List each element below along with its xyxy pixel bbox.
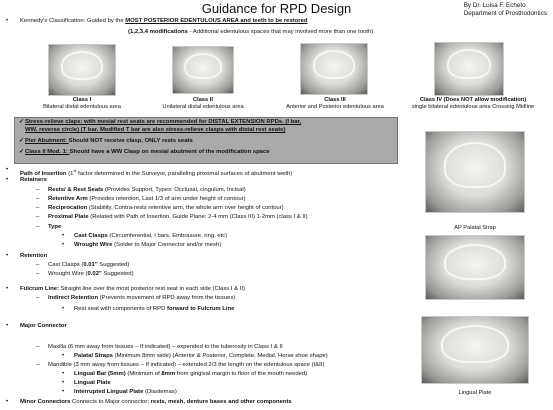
interrupted-lingual-plate-line: Interrupted Lingual Plate (Diastemas) <box>74 389 177 395</box>
palatal-straps-line: Palatal Straps (Minimum 8mm wide) (Anterior & Posterior, Complete, Medial, Horse shoe shape) <box>74 353 328 359</box>
bullet-icon: • <box>6 177 9 183</box>
dash-icon: – <box>36 214 40 220</box>
retentive-arm-line: Retentive Arm (Provides retention, Last 1/3 of arm under height of contour) <box>48 196 246 202</box>
dash-icon: – <box>36 362 40 368</box>
stress-relieve-line-2: WW, reverse circle) (T bar. Modified T bar are also stress-relieve clasps with distal rest seats) <box>25 127 286 133</box>
reciprocation-line: Reciprocation (Stability, Contra-rests retentive arm, the whole arm over height of contour) <box>48 205 284 211</box>
lingual-bar-line: Lingual Bar (5mm) (Minimum of 8mm from gingival margin to floor of the mouth needed) <box>74 371 308 377</box>
indirect-retention-line: Indirect Retention (Prevents movement of RPD away from the tissues) <box>48 295 236 301</box>
pier-abutment-line: ✓Pier Abutment: Should NOT receive clasp, ONLY rests seats <box>19 138 193 144</box>
author-block <box>464 2 547 18</box>
bullet-icon: • <box>62 371 65 377</box>
ap-palatal-strap-caption: AP Palatal Strap <box>454 225 496 231</box>
bullet-icon: • <box>6 253 9 259</box>
author-name: By Dr. Luisa F. Echeto <box>463 2 526 9</box>
lingual-plate-image <box>421 316 529 384</box>
kennedy-line: Kennedy's Classification: Guided by the MOST POSTERIOR EDENTULOUS AREA and teeth to be restored <box>20 18 308 24</box>
modifications-line: (1,2,3,4 modifications - Additional edentulous spaces that may involved more than one tooth) <box>128 29 374 35</box>
stress-relieve-line: ✓Stress-relieve claps: with mesial rest seats are recommended for DISTAL EXTENSION RPDs. (I bar, <box>19 119 302 125</box>
bullet-icon: • <box>6 399 9 405</box>
ap-palatal-strap-image <box>425 131 525 213</box>
checkmark-icon: ✓ <box>19 149 24 155</box>
dash-icon: – <box>36 271 40 277</box>
bullet-icon: • <box>6 167 9 173</box>
proximal-plate-line: Proximal Plate (Related with Path of Insertion. Guide Plane: 2-4 mm (Class III) 1-2mm (class I & II) <box>48 214 308 220</box>
type-line: Type <box>48 224 62 230</box>
bullet-icon: • <box>62 242 65 248</box>
rest-seat-line: Rest seat with components of RPD forward to Fulcrum Line <box>74 306 235 312</box>
class-iv-cast-image <box>434 42 504 96</box>
class-ii-cast-image <box>172 46 234 94</box>
path-of-insertion-line: Path of Insertion (1st factor determined in the Surveyor, paralleling proximal surfaces of abutment teeth) <box>20 168 293 177</box>
bullet-icon: • <box>62 380 65 386</box>
class-ii-caption: Class II Unilateral distal edentulous area <box>162 97 244 110</box>
dash-icon: – <box>36 187 40 193</box>
retention-heading: Retention <box>20 253 48 259</box>
medial-palatal-strap-image <box>425 235 525 300</box>
class-i-cast-image <box>48 44 116 96</box>
rests-line: Rests/ & Rest Seats (Provides Support, Types: Occlusal, cingulum, Incisal) <box>48 187 246 193</box>
class-ii-mod-line: ✓Class II Mod. 1: Should have a WW Clasp on mesial abutment of the modification space <box>19 149 270 155</box>
class-iii-cast-image <box>300 43 368 95</box>
bullet-icon: • <box>62 233 65 239</box>
fulcrum-line: Fulcrum Line: Straight line over the most posterior rest seat in each side (Class I & II) <box>20 286 245 292</box>
major-connector-heading: Major Connector <box>20 323 67 329</box>
bullet-icon: • <box>6 18 9 24</box>
lingual-plate-caption: Lingual Plate <box>458 390 492 396</box>
checkmark-icon: ✓ <box>19 119 24 125</box>
retention-wire-line: Wrought Wire (0.02" Suggested) <box>48 271 134 277</box>
wrought-wire-line: Wrought Wire (Solder to Major Connector and/or mesh) <box>74 242 222 248</box>
minor-connectors-line: Minor Connectors Connects to Major connector; rests, mesh, denture bases and other components <box>20 399 292 405</box>
class-iv-caption: Class IV (Does NOT allow modification) single bilateral edentulous area Crossing Midline <box>411 97 535 110</box>
page-title: Guidance for RPD Design <box>201 1 352 16</box>
retainers-heading: Retainers <box>20 177 47 183</box>
cast-clasps-line: Cast Clasps (Circumferential, I bars, Embrasure, ring, etc) <box>74 233 228 239</box>
dash-icon: – <box>36 224 40 230</box>
maxilla-line: Maxilla (6 mm away from tissues – If indicated) – expended to the tuberosity in Class I & II <box>48 344 283 350</box>
bullet-icon: • <box>6 286 9 292</box>
bullet-icon: • <box>62 389 65 395</box>
bullet-icon: • <box>62 353 65 359</box>
stress-relieve-box <box>14 117 398 164</box>
checkmark-icon: ✓ <box>19 138 24 144</box>
class-iii-caption: Class III Anterior and Posterior edentulous area <box>286 97 384 110</box>
author-department: Department of Prosthodontics <box>463 9 547 17</box>
lingual-plate-line: Lingual Plate <box>74 380 111 386</box>
mandible-line: Mandible (3 mm away from tissues – If indicated) – extended 2/3 the length on the edentulous space (I&II) <box>48 362 325 368</box>
retention-cast-line: Cast Clasps (0.01" Suggested) <box>48 262 130 268</box>
bullet-icon: • <box>6 323 9 329</box>
dash-icon: – <box>36 262 40 268</box>
dash-icon: – <box>36 295 40 301</box>
dash-icon: – <box>36 344 40 350</box>
class-i-caption: Class I Bilateral distal edentulous area <box>43 97 121 110</box>
dash-icon: – <box>36 196 40 202</box>
dash-icon: – <box>36 205 40 211</box>
bullet-icon: • <box>62 306 65 312</box>
